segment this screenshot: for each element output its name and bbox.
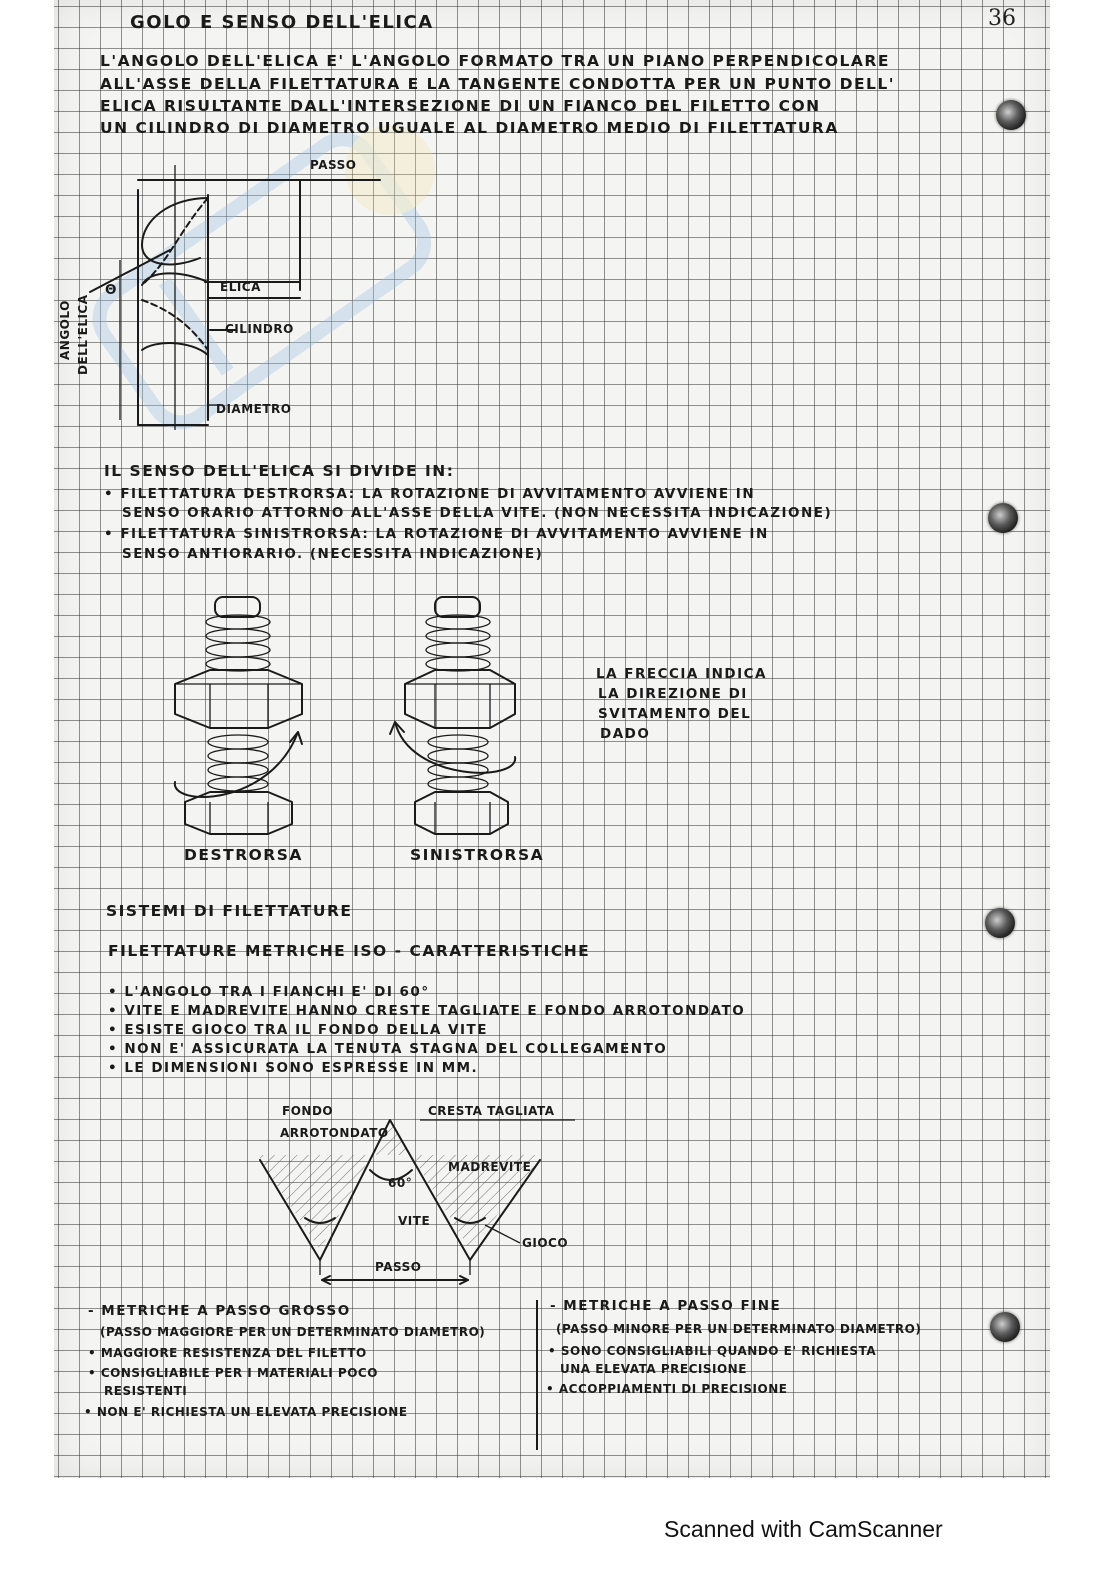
coarse-line: • CONSIGLIABILE PER I MATERIALI POCO (88, 1366, 378, 1380)
sistemi-subheading: FILETTATURE METRICHE ISO - CARATTERISTICHE (108, 942, 591, 960)
arrow-note-line: LA FRECCIA INDICA (596, 666, 767, 682)
angolo-label: ANGOLO (58, 300, 72, 360)
intro-line: ELICA RISULTANTE DALL'INTERSEZIONE DI UN FIANCO DEL FILETTO CON (100, 97, 821, 115)
fine-line: (PASSO MINORE PER UN DETERMINATO DIAMETRO) (556, 1322, 922, 1336)
left-hand-bolt-drawing (390, 592, 540, 852)
passo-label: PASSO (310, 158, 357, 172)
madrevite-label: MADREVITE (448, 1160, 532, 1174)
sinistrorsa-label: SINISTRORSA (410, 846, 545, 864)
arrow-note-line: DADO (600, 726, 651, 742)
coarse-line: • NON E' RICHIESTA UN ELEVATA PRECISIONE (84, 1405, 408, 1419)
fondo-label: ARROTONDATO (280, 1126, 389, 1140)
senso-line: SENSO ORARIO ATTORNO ALL'ASSE DELLA VITE. (NON NECESSITA INDICAZIONE) (122, 505, 833, 521)
senso-line: • FILETTATURA SINISTRORSA: LA ROTAZIONE DI AVVITAMENTO AVVIENE IN (104, 526, 769, 542)
angolo-label: DELL'ELICA (76, 294, 90, 375)
punch-hole (985, 908, 1015, 938)
sistemi-bullet: • L'ANGOLO TRA I FIANCHI E' DI 60° (108, 984, 430, 1000)
punch-hole (990, 1312, 1020, 1342)
intro-line: UN CILINDRO DI DIAMETRO UGUALE AL DIAMETRO MEDIO DI FILETTATURA (100, 119, 839, 137)
sistemi-heading: SISTEMI DI FILETTATURE (106, 902, 353, 920)
coarse-line: (PASSO MAGGIORE PER UN DETERMINATO DIAMETRO) (100, 1325, 486, 1339)
cresta-label: CRESTA TAGLIATA (428, 1104, 555, 1118)
sistemi-bullet: • VITE E MADREVITE HANNO CRESTE TAGLIATE E FONDO ARROTONDATO (108, 1003, 746, 1019)
sistemi-bullet: • LE DIMENSIONI SONO ESPRESSE IN MM. (108, 1060, 479, 1076)
intro-line: ALL'ASSE DELLA FILETTATURA E LA TANGENTE CONDOTTA PER UN PUNTO DELL' (100, 75, 896, 93)
vite-label: VITE (398, 1214, 431, 1228)
fondo-label: FONDO (282, 1104, 334, 1118)
arrow-note-line: SVITAMENTO DEL (598, 706, 752, 722)
senso-line: SENSO ANTIORARIO. (NECESSITA INDICAZIONE) (122, 546, 544, 562)
senso-line: • FILETTATURA DESTRORSA: LA ROTAZIONE DI AVVITAMENTO AVVIENE IN (104, 486, 756, 502)
punch-hole (988, 503, 1018, 533)
cilindro-label: CILINDRO (225, 322, 294, 336)
right-hand-bolt-drawing (170, 592, 320, 852)
passo-label: PASSO (375, 1260, 422, 1274)
diametro-label: DIAMETRO (216, 402, 292, 416)
destrorsa-label: DESTRORSA (184, 846, 303, 864)
page-title: GOLO E SENSO DELL'ELICA (130, 12, 434, 33)
angle-label: 60° (388, 1176, 413, 1190)
fine-line: • SONO CONSIGLIABILI QUANDO E' RICHIESTA (548, 1344, 877, 1358)
coarse-line: • MAGGIORE RESISTENZA DEL FILETTO (88, 1346, 367, 1360)
intro-line: L'ANGOLO DELL'ELICA E' L'ANGOLO FORMATO TRA UN PIANO PERPENDICOLARE (100, 52, 890, 70)
senso-heading: IL SENSO DELL'ELICA SI DIVIDE IN: (104, 462, 455, 480)
sistemi-bullet: • NON E' ASSICURATA LA TENUTA STAGNA DEL COLLEGAMENTO (108, 1041, 668, 1057)
scanner-footer: Scanned with CamScanner (664, 1516, 943, 1542)
coarse-line: RESISTENTI (104, 1384, 188, 1398)
arrow-note-line: LA DIREZIONE DI (598, 686, 748, 702)
gioco-label: GIOCO (522, 1236, 569, 1250)
fine-line: • ACCOPPIAMENTI DI PRECISIONE (546, 1382, 788, 1396)
elica-label: ELICA (220, 280, 261, 294)
column-divider (536, 1300, 538, 1450)
punch-hole (996, 100, 1026, 130)
fine-line: UNA ELEVATA PRECISIONE (560, 1362, 747, 1376)
page-number: 36 (988, 6, 1016, 31)
sistemi-bullet: • ESISTE GIOCO TRA IL FONDO DELLA VITE (108, 1022, 488, 1038)
theta-label: Θ (105, 282, 118, 298)
coarse-heading: - METRICHE A PASSO GROSSO (88, 1303, 351, 1319)
fine-heading: - METRICHE A PASSO FINE (550, 1298, 782, 1314)
